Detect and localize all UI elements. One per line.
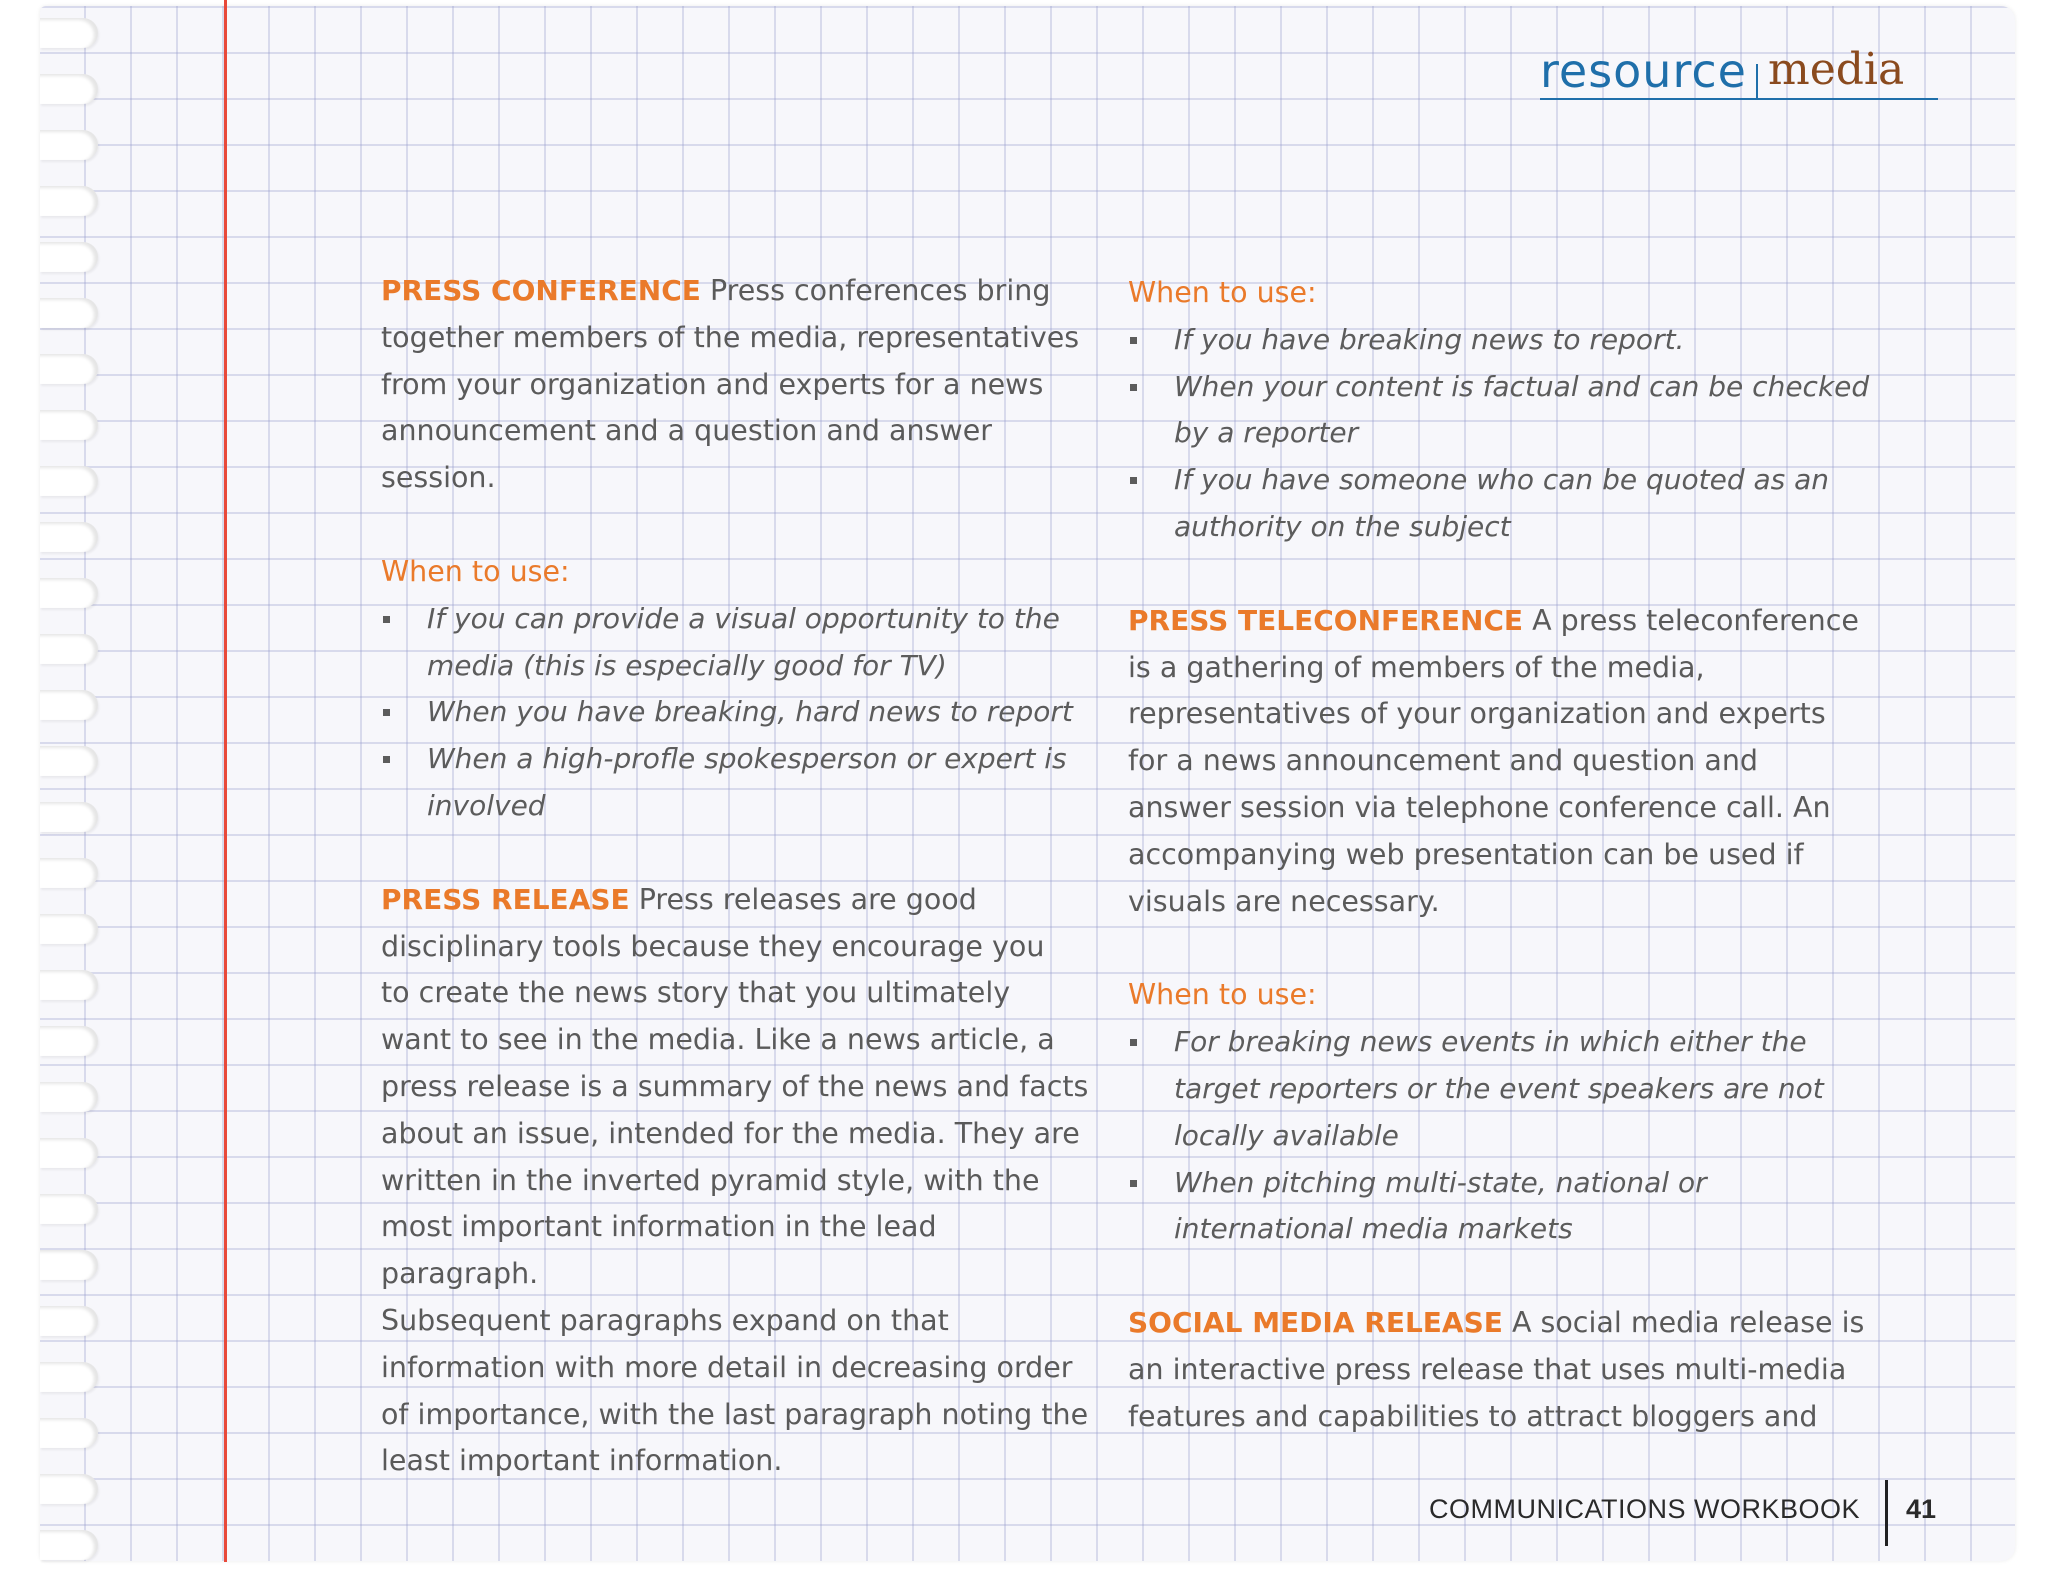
binder-hole <box>40 1474 98 1504</box>
paragraph-line: A social media release is <box>1511 1306 1865 1340</box>
list-item-line: involved <box>427 788 546 822</box>
logo-word-resource: resource <box>1540 44 1747 98</box>
paragraph-line: session. <box>381 461 496 495</box>
list-item-line: media (this is especially good for TV) <box>427 648 947 682</box>
list-item-line: international media markets <box>1174 1212 1573 1246</box>
list-item-line: If you have breaking news to report. <box>1174 322 1685 356</box>
logo-word-media: media <box>1768 44 1905 95</box>
binder-hole <box>40 74 98 104</box>
binder-hole <box>40 914 98 944</box>
paragraph-line: about an issue, intended for the media. They are <box>381 1116 1080 1150</box>
list-item <box>1128 317 1908 364</box>
paragraph-line: information with more detail in decreasing order <box>381 1350 1073 1384</box>
paragraph-line: written in the inverted pyramid style, with the <box>381 1163 1040 1197</box>
binder-hole <box>40 970 98 1000</box>
list-item-line: When you have breaking, hard news to report <box>427 695 1073 729</box>
list-item <box>381 689 1101 736</box>
spacer <box>1128 1253 1908 1300</box>
red-margin-line <box>224 0 227 1562</box>
binder-hole <box>40 186 98 216</box>
release-uses-list <box>1128 317 1908 551</box>
list-item-line: locally available <box>1174 1118 1399 1152</box>
binder-hole <box>40 1138 98 1168</box>
paragraph-line: Press conferences bring <box>709 274 1051 307</box>
paragraph-line: want to see in the media. Like a news article, a <box>381 1023 1055 1057</box>
social-media-release-heading: SOCIAL MEDIA RELEASE <box>1128 1306 1503 1340</box>
paragraph-line: features and capabilities to attract bloggers and <box>1128 1399 1818 1433</box>
paragraph-line: press release is a summary of the news and facts <box>381 1069 1089 1103</box>
paragraph-line: accompanying web presentation can be used if <box>1128 837 1804 871</box>
paragraph-line: from your organization and experts for a news <box>381 367 1044 401</box>
spacer <box>1128 925 1908 972</box>
conference-uses-list <box>381 596 1101 830</box>
paragraph-line: representatives of your organization and experts <box>1128 697 1826 731</box>
list-item-line: If you have someone who can be quoted as an <box>1174 463 1830 497</box>
binder-hole <box>40 1362 98 1392</box>
spacer <box>381 830 1101 877</box>
press-release-heading: PRESS RELEASE <box>381 882 630 916</box>
binder-hole <box>40 1026 98 1056</box>
binder-hole <box>40 690 98 720</box>
paragraph-line: is a gathering of members of the media, <box>1128 650 1705 684</box>
binder-hole <box>40 746 98 776</box>
binder-hole <box>40 802 98 832</box>
list-item-line: by a reporter <box>1174 416 1359 450</box>
press-release-paragraph <box>381 877 1101 1485</box>
binder-hole <box>40 1082 98 1112</box>
binder-hole <box>40 858 98 888</box>
binder-hole <box>40 410 98 440</box>
list-item-line: authority on the subject <box>1174 509 1511 543</box>
binder-hole <box>40 18 98 48</box>
list-item <box>381 596 1101 690</box>
binder-hole <box>40 242 98 272</box>
paragraph-line: most important information in the lead paragraph. <box>381 1210 937 1291</box>
paragraph-line: an interactive press release that uses multi-media <box>1128 1352 1847 1386</box>
page-number: 41 <box>1906 1494 1937 1524</box>
paragraph-line: least important information. <box>381 1444 783 1478</box>
teleconference-uses-list <box>1128 1019 1908 1253</box>
binder-hole <box>40 466 98 496</box>
paragraph-line: to create the news story that you ultimately <box>381 976 1011 1010</box>
binder-hole <box>40 1250 98 1280</box>
list-item-line: When your content is factual and can be checked <box>1174 369 1870 403</box>
list-item-line: When a high-profle spokesperson or expert is <box>427 742 1067 776</box>
binder-hole <box>40 130 98 160</box>
right-column <box>1128 270 1908 1441</box>
paragraph-line: for a news announcement and question and <box>1128 744 1759 778</box>
press-conference-paragraph <box>381 268 1101 502</box>
press-teleconference-paragraph <box>1128 598 1908 926</box>
list-item-line: For breaking news events in which either the <box>1174 1025 1807 1059</box>
paragraph-line: together members of the media, representatives <box>381 320 1080 354</box>
binder-holes <box>40 0 110 1582</box>
binder-hole <box>40 1306 98 1336</box>
list-item-line: If you can provide a visual opportunity to the <box>427 601 1060 635</box>
when-to-use-label: When to use: <box>381 554 570 588</box>
when-to-use-label: When to use: <box>1128 276 1317 309</box>
paragraph-line: disciplinary tools because they encourage you <box>381 929 1045 963</box>
logo-divider <box>1756 64 1758 98</box>
binder-hole <box>40 298 98 328</box>
paragraph-line: Subsequent paragraphs expand on that <box>381 1303 949 1337</box>
binder-hole <box>40 634 98 664</box>
list-item <box>381 736 1101 830</box>
press-teleconference-heading: PRESS TELECONFERENCE <box>1128 603 1524 637</box>
paragraph-line: visuals are necessary. <box>1128 884 1440 918</box>
list-item <box>1128 457 1908 551</box>
paragraph-line: A press teleconference <box>1532 603 1859 637</box>
binder-hole <box>40 1418 98 1448</box>
social-media-release-paragraph <box>1128 1300 1908 1440</box>
binder-hole <box>40 354 98 384</box>
paragraph-line: Press releases are good <box>638 882 977 916</box>
press-conference-heading: PRESS CONFERENCE <box>381 274 701 307</box>
list-item-line: When pitching multi-state, national or <box>1174 1165 1707 1199</box>
binder-hole <box>40 1194 98 1224</box>
binder-hole <box>40 1530 98 1560</box>
paragraph-line: of importance, with the last paragraph noting the <box>381 1397 1089 1431</box>
spacer <box>1128 551 1908 598</box>
left-column <box>381 268 1101 1485</box>
footer-divider <box>1885 1480 1888 1546</box>
binder-hole <box>40 522 98 552</box>
when-to-use-label: When to use: <box>1128 978 1317 1012</box>
list-item <box>1128 1019 1908 1159</box>
spacer <box>381 502 1101 549</box>
resource-media-logo <box>1540 44 1940 98</box>
paragraph-line: answer session via telephone conference call. An <box>1128 790 1831 824</box>
list-item <box>1128 1160 1908 1254</box>
list-item-line: target reporters or the event speakers are not <box>1174 1071 1824 1105</box>
footer-workbook-title: COMMUNICATIONS WORKBOOK <box>1428 1494 1860 1524</box>
paragraph-line: announcement and a question and answer <box>381 414 992 448</box>
logo-underline <box>1540 98 1938 100</box>
binder-hole <box>40 578 98 608</box>
list-item <box>1128 364 1908 458</box>
